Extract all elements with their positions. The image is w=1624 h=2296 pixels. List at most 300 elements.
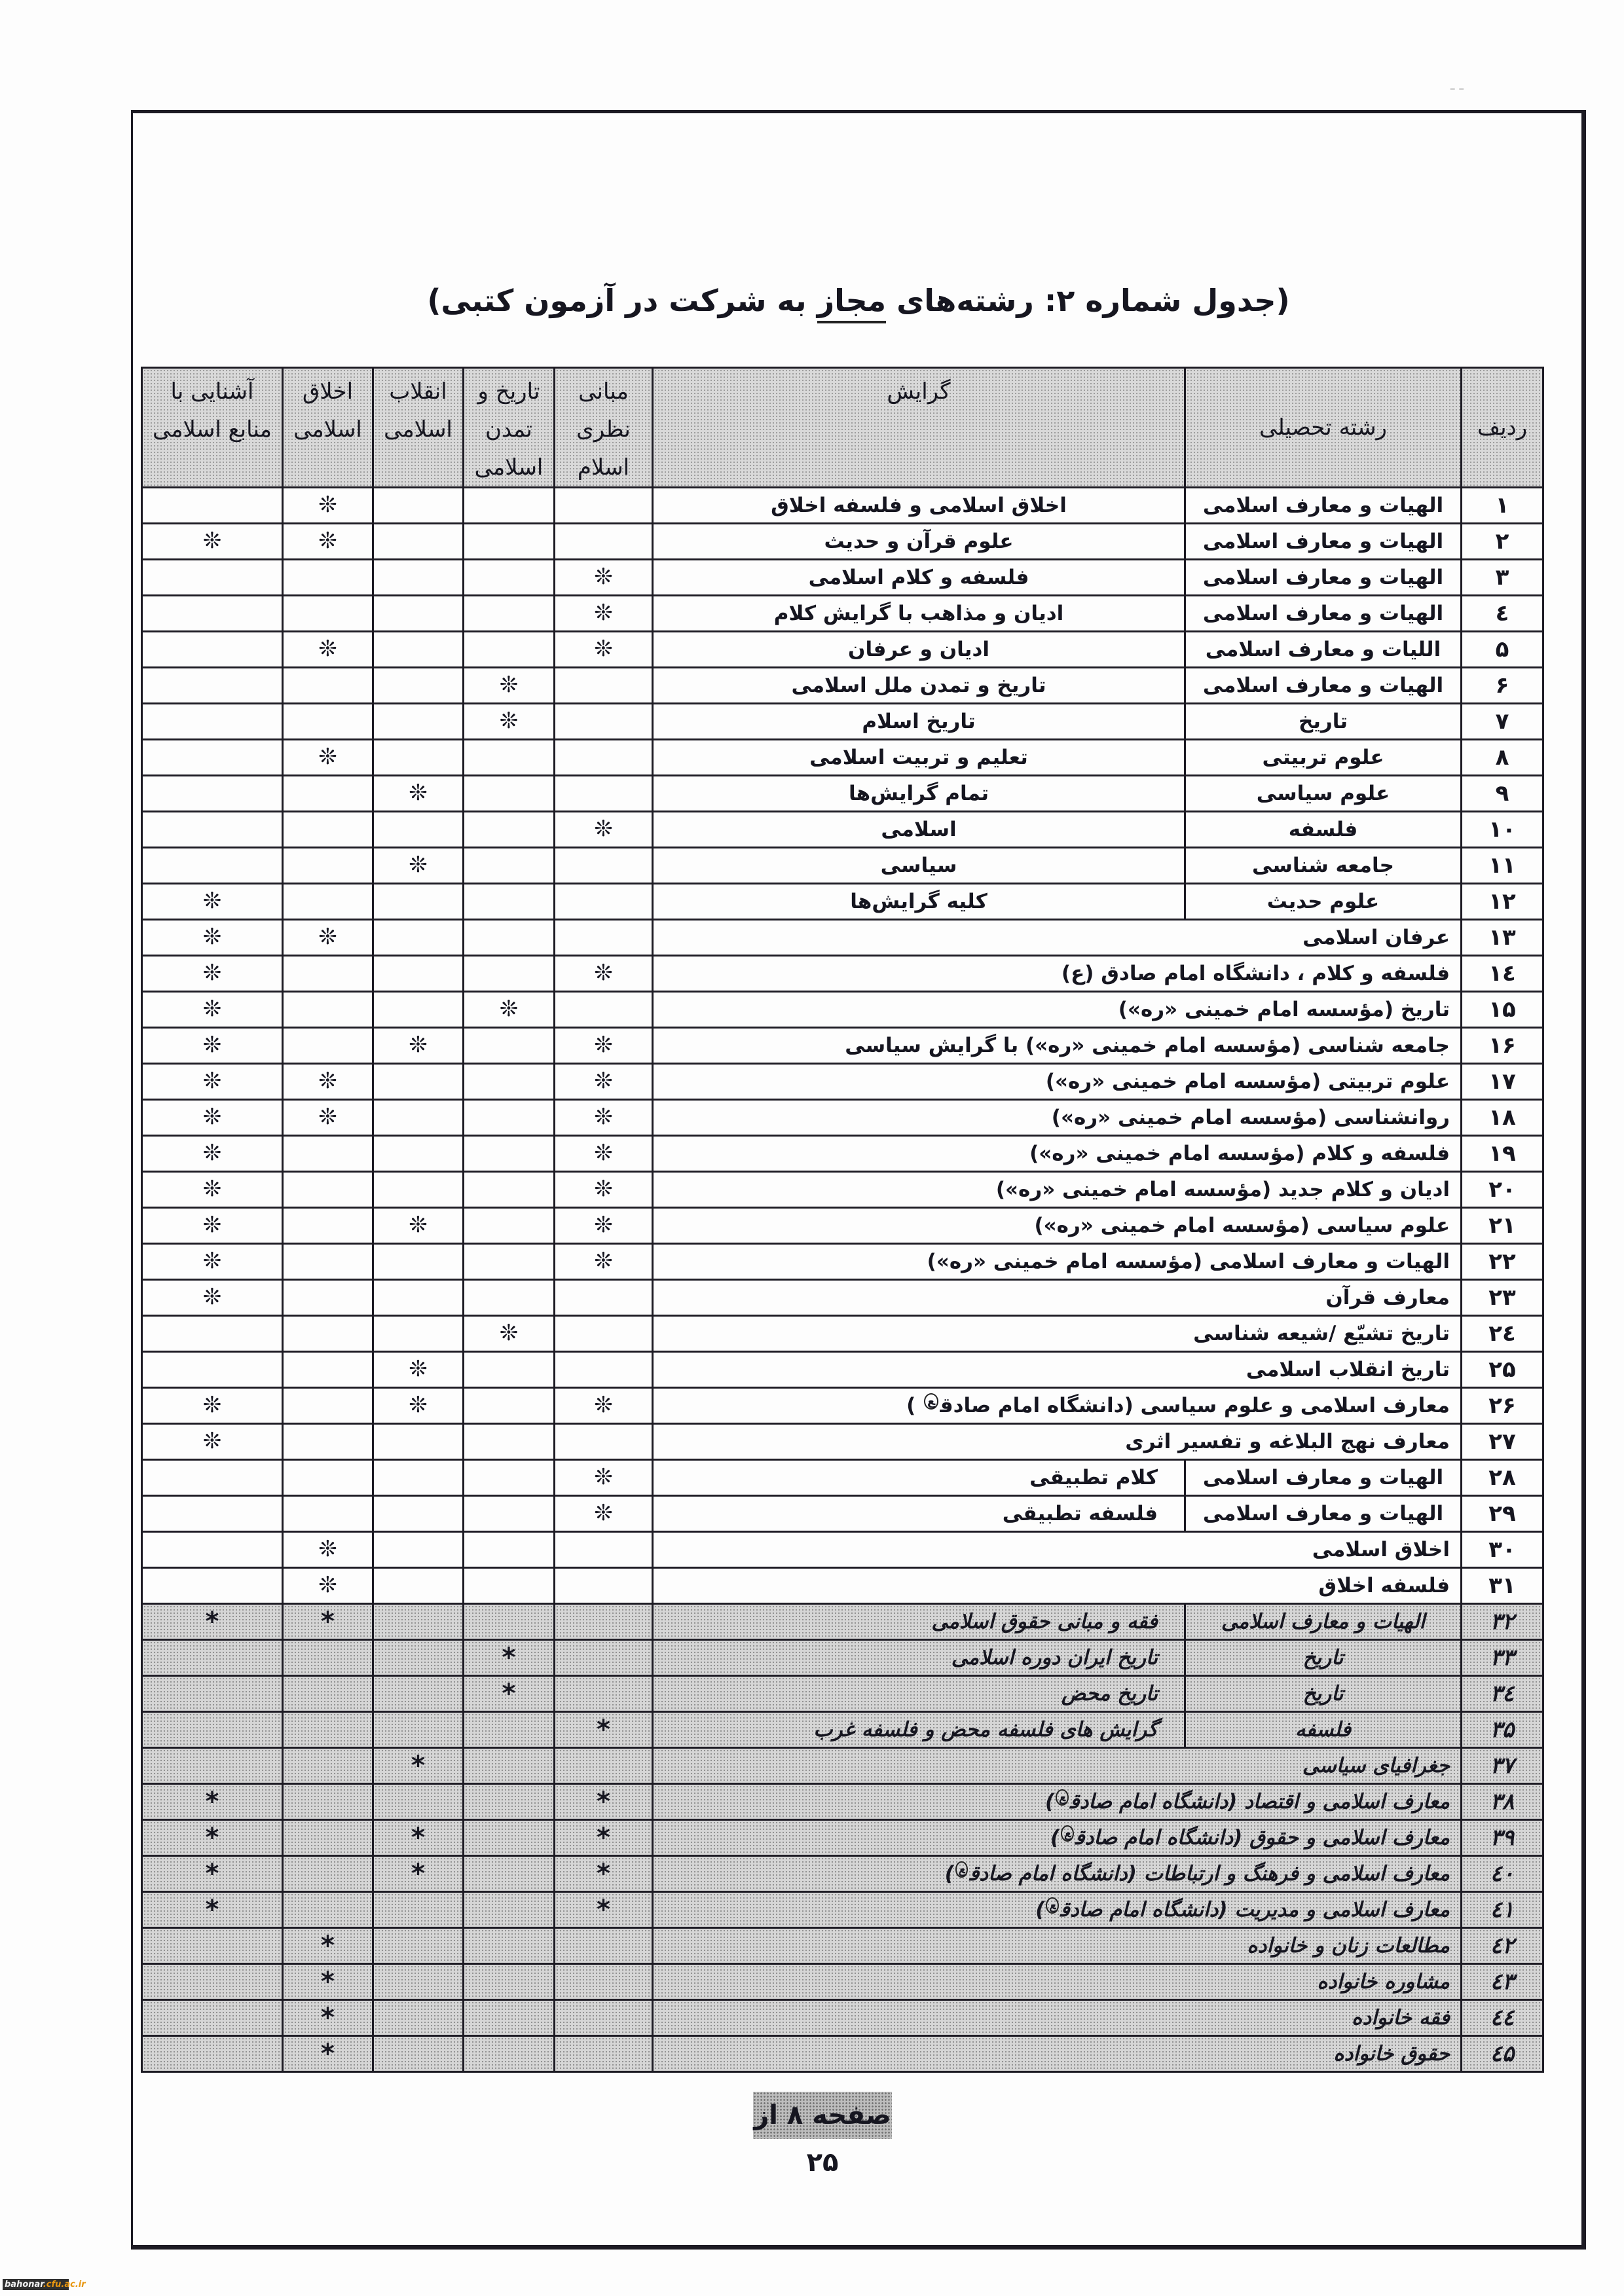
mark-cell-ashnayi	[142, 956, 283, 992]
mark-cell-ashnayi	[142, 1100, 283, 1136]
mark-cell-enghelab	[373, 1568, 464, 1604]
mark-cell-akhlagh	[283, 704, 373, 740]
row-number: ۳۸	[1462, 1784, 1543, 1820]
mark-cell-ashnayi	[142, 1352, 283, 1388]
mark-cell-ashnayi	[142, 1892, 283, 1928]
specialization-cell: کلام تطبیقی	[653, 1460, 1185, 1496]
mark-cell-akhlagh	[283, 1352, 373, 1388]
major-merged-cell	[653, 1424, 1462, 1460]
mark-cell-ashnayi	[142, 1208, 283, 1244]
mark-cell-ashnayi	[142, 1424, 283, 1460]
asterisk-mark-icon: ❊	[202, 528, 222, 554]
mark-cell-akhlagh	[283, 1892, 373, 1928]
asterisk-mark-icon: *	[597, 1714, 610, 1745]
mark-cell-mabani	[555, 812, 653, 848]
honorific-superscript: ع	[1046, 1897, 1059, 1914]
asterisk-mark-icon: ❊	[594, 1068, 613, 1094]
asterisk-mark-icon: ❊	[594, 636, 613, 662]
row-number: ۶	[1462, 668, 1543, 704]
mark-cell-tarikh	[464, 1640, 555, 1676]
mark-cell-mabani	[555, 560, 653, 596]
mark-cell-ashnayi	[142, 1964, 283, 2000]
mark-cell-mabani	[555, 2036, 653, 2072]
mark-cell-akhlagh	[283, 1316, 373, 1352]
row-number: ۱٤	[1462, 956, 1543, 992]
asterisk-mark-icon: *	[205, 1858, 219, 1889]
mark-cell-enghelab	[373, 1100, 464, 1136]
mark-cell-tarikh	[464, 2036, 555, 2072]
table-row	[142, 1964, 1543, 2000]
header-tarikh	[464, 368, 555, 488]
major-title: علوم تربیتی (مؤسسه امام خمینی «ره»)	[1045, 1070, 1450, 1093]
asterisk-mark-icon: ❊	[409, 780, 428, 806]
mark-cell-enghelab	[373, 1712, 464, 1748]
mark-cell-mabani	[555, 1424, 653, 1460]
mark-cell-mabani	[555, 632, 653, 668]
mark-cell-enghelab	[373, 776, 464, 812]
row-number: ۳٤	[1462, 1676, 1543, 1712]
mark-cell-akhlagh	[283, 1280, 373, 1316]
mark-cell-enghelab	[373, 1604, 464, 1640]
mark-cell-mabani	[555, 1388, 653, 1424]
mark-cell-mabani	[555, 524, 653, 560]
mark-cell-tarikh	[464, 1244, 555, 1280]
asterisk-mark-icon: *	[502, 1642, 516, 1673]
mark-cell-enghelab	[373, 1424, 464, 1460]
mark-cell-enghelab	[373, 1136, 464, 1172]
mark-cell-enghelab	[373, 884, 464, 920]
major-field-cell: الهیات و معارف اسلامی	[1185, 668, 1462, 704]
mark-cell-akhlagh	[283, 992, 373, 1028]
specialization-cell: علوم قرآن و حدیث	[653, 524, 1185, 560]
row-number: ۷	[1462, 704, 1543, 740]
mark-cell-ashnayi	[142, 740, 283, 776]
major-title: علوم سیاسی (مؤسسه امام خمینی «ره»)	[1034, 1214, 1450, 1237]
mark-cell-mabani	[555, 1892, 653, 1928]
table-body	[142, 488, 1543, 2072]
major-title: معارف قرآن	[1325, 1286, 1450, 1309]
table-header-row	[142, 368, 1543, 488]
mark-cell-tarikh	[464, 1892, 555, 1928]
major-field-cell: تاریخ	[1185, 1640, 1462, 1676]
table-row	[142, 1064, 1543, 1100]
mark-cell-akhlagh	[283, 1208, 373, 1244]
watermark-part2: .cfu.ac.ir	[43, 2280, 86, 2289]
mark-cell-mabani	[555, 1604, 653, 1640]
major-title: تاریخ (مؤسسه امام خمینی «ره»)	[1118, 998, 1450, 1021]
asterisk-mark-icon: ❊	[409, 1032, 428, 1058]
row-number: ۸	[1462, 740, 1543, 776]
specialization-cell: سیاسی	[653, 848, 1185, 884]
asterisk-mark-icon: ❊	[318, 1068, 337, 1094]
row-number: ۳۲	[1462, 1604, 1543, 1640]
asterisk-mark-icon: *	[205, 1786, 219, 1817]
major-field-cell: فلسفه	[1185, 1712, 1462, 1748]
mark-cell-ashnayi	[142, 1784, 283, 1820]
table-row	[142, 1676, 1543, 1712]
major-field-cell: الهیات و معارف اسلامی	[1185, 596, 1462, 632]
mark-cell-ashnayi	[142, 2000, 283, 2036]
major-title: روانشناسی (مؤسسه امام خمینی «ره»)	[1051, 1106, 1450, 1129]
mark-cell-akhlagh	[283, 1496, 373, 1532]
row-number: ۱۲	[1462, 884, 1543, 920]
row-number: ٤۰	[1462, 1856, 1543, 1892]
asterisk-mark-icon: *	[411, 1858, 425, 1889]
mark-cell-akhlagh	[283, 1748, 373, 1784]
mark-cell-mabani	[555, 1928, 653, 1964]
mark-cell-akhlagh	[283, 812, 373, 848]
major-title-end: )	[1050, 1826, 1060, 1850]
mark-cell-akhlagh	[283, 1676, 373, 1712]
row-number: ۱۱	[1462, 848, 1543, 884]
mark-cell-mabani	[555, 740, 653, 776]
mark-cell-tarikh	[464, 1172, 555, 1208]
row-number: ۳۵	[1462, 1712, 1543, 1748]
major-title: معارف اسلامی و اقتصاد (دانشگاه امام صادق	[1069, 1790, 1450, 1813]
table-row	[142, 992, 1543, 1028]
major-merged-cell	[653, 1172, 1462, 1208]
row-number: ۱۷	[1462, 1064, 1543, 1100]
mark-cell-ashnayi	[142, 1136, 283, 1172]
mark-cell-enghelab	[373, 740, 464, 776]
header-akhlagh-line: اخلاق	[302, 378, 354, 405]
row-number: ۱۳	[1462, 920, 1543, 956]
table-row	[142, 2000, 1543, 2036]
mark-cell-ashnayi	[142, 1532, 283, 1568]
major-title: مشاوره خانواده	[1317, 1970, 1450, 1994]
asterisk-mark-icon: ❊	[202, 888, 222, 914]
mark-cell-ashnayi	[142, 1820, 283, 1856]
mark-cell-ashnayi	[142, 1928, 283, 1964]
mark-cell-ashnayi	[142, 1496, 283, 1532]
major-merged-cell	[653, 1028, 1462, 1064]
row-number: ۲۲	[1462, 1244, 1543, 1280]
asterisk-mark-icon: ❊	[594, 1176, 613, 1202]
major-title: جغرافیای سیاسی	[1302, 1754, 1450, 1777]
table-row	[142, 1856, 1543, 1892]
asterisk-mark-icon: ❊	[594, 1140, 613, 1166]
asterisk-mark-icon: ❊	[318, 744, 337, 770]
mark-cell-akhlagh	[283, 1244, 373, 1280]
asterisk-mark-icon: *	[205, 1894, 219, 1925]
table-row	[142, 488, 1543, 524]
major-field-cell: فلسفه	[1185, 812, 1462, 848]
asterisk-mark-icon: ❊	[594, 1464, 613, 1490]
watermark-part1: bahonar	[5, 2280, 43, 2289]
header-enghelab-line: انقلاب	[389, 378, 447, 405]
honorific-superscript: ع	[1061, 1825, 1074, 1842]
major-title: اخلاق اسلامی	[1312, 1538, 1450, 1561]
table-row	[142, 1136, 1543, 1172]
row-number: ۲٤	[1462, 1316, 1543, 1352]
mark-cell-ashnayi	[142, 1712, 283, 1748]
mark-cell-tarikh	[464, 1208, 555, 1244]
mark-cell-ashnayi	[142, 1568, 283, 1604]
major-field-cell: اللیات و معارف اسلامی	[1185, 632, 1462, 668]
mark-cell-mabani	[555, 1172, 653, 1208]
mark-cell-enghelab	[373, 1460, 464, 1496]
major-merged-cell	[653, 1388, 1462, 1424]
asterisk-mark-icon: ❊	[409, 852, 428, 878]
mark-cell-enghelab	[373, 1784, 464, 1820]
table-row	[142, 956, 1543, 992]
table-row	[142, 776, 1543, 812]
major-field-cell: تاریخ	[1185, 1676, 1462, 1712]
major-title-end: )	[944, 1862, 954, 1886]
major-title: معارف اسلامی و فرهنگ و ارتباطات (دانشگاه امام صادق	[969, 1862, 1450, 1886]
mark-cell-akhlagh	[283, 1028, 373, 1064]
mark-cell-mabani	[555, 1820, 653, 1856]
mark-cell-ashnayi	[142, 488, 283, 524]
major-merged-cell	[653, 1532, 1462, 1568]
mark-cell-mabani	[555, 1280, 653, 1316]
mark-cell-akhlagh	[283, 2000, 373, 2036]
mark-cell-ashnayi	[142, 560, 283, 596]
header-mabani	[555, 368, 653, 488]
row-number: ۲۰	[1462, 1172, 1543, 1208]
scan-smudge: ـ‌ ـ	[1450, 77, 1464, 94]
mark-cell-ashnayi	[142, 884, 283, 920]
mark-cell-tarikh	[464, 1064, 555, 1100]
mark-cell-ashnayi	[142, 704, 283, 740]
mark-cell-akhlagh	[283, 1532, 373, 1568]
mark-cell-mabani	[555, 776, 653, 812]
majors-table	[141, 367, 1544, 2073]
row-number: ۲	[1462, 524, 1543, 560]
mark-cell-enghelab	[373, 1244, 464, 1280]
table-row	[142, 1532, 1543, 1568]
mark-cell-tarikh	[464, 1496, 555, 1532]
row-number: ۲۷	[1462, 1424, 1543, 1460]
major-merged-cell	[653, 1748, 1462, 1784]
asterisk-mark-icon: *	[321, 1966, 335, 1997]
table-row	[142, 2036, 1543, 2072]
major-merged-cell	[653, 956, 1462, 992]
mark-cell-ashnayi	[142, 1244, 283, 1280]
mark-cell-tarikh	[464, 776, 555, 812]
mark-cell-enghelab	[373, 632, 464, 668]
asterisk-mark-icon: *	[597, 1822, 610, 1853]
row-number: ۱۹	[1462, 1136, 1543, 1172]
row-number: ۳۰	[1462, 1532, 1543, 1568]
asterisk-mark-icon: *	[597, 1858, 610, 1889]
mark-cell-akhlagh	[283, 776, 373, 812]
table-row	[142, 596, 1543, 632]
major-title-end: )	[1035, 1898, 1045, 1922]
row-number: ٤	[1462, 596, 1543, 632]
row-number: ۲۵	[1462, 1352, 1543, 1388]
mark-cell-tarikh	[464, 1676, 555, 1712]
header-reshte: رشته تحصیلی	[1185, 368, 1462, 488]
asterisk-mark-icon: ❊	[202, 1248, 222, 1274]
mark-cell-tarikh	[464, 1028, 555, 1064]
specialization-cell: ادیان و مذاهب با گرایش کلام	[653, 596, 1185, 632]
mark-cell-akhlagh	[283, 596, 373, 632]
mark-cell-enghelab	[373, 956, 464, 992]
table-row	[142, 1280, 1543, 1316]
asterisk-mark-icon: ❊	[594, 1248, 613, 1274]
major-field-cell: الهیات و معارف اسلامی	[1185, 1604, 1462, 1640]
row-number: ٤۵	[1462, 2036, 1543, 2072]
asterisk-mark-icon: ❊	[594, 1104, 613, 1130]
mark-cell-ashnayi	[142, 596, 283, 632]
table-row	[142, 1568, 1543, 1604]
asterisk-mark-icon: ❊	[202, 1104, 222, 1130]
mark-cell-enghelab	[373, 1748, 464, 1784]
row-number: ۳۱	[1462, 1568, 1543, 1604]
mark-cell-enghelab	[373, 1892, 464, 1928]
table-row	[142, 1172, 1543, 1208]
major-field-cell: الهیات و معارف اسلامی	[1185, 488, 1462, 524]
asterisk-mark-icon: ❊	[499, 672, 519, 698]
major-title: فلسفه و کلام (مؤسسه امام خمینی «ره»)	[1029, 1142, 1450, 1165]
mark-cell-akhlagh	[283, 668, 373, 704]
specialization-cell: تاریخ محض	[653, 1676, 1185, 1712]
specialization-cell: تاریخ ایران دوره اسلامی	[653, 1640, 1185, 1676]
asterisk-mark-icon: ❊	[499, 708, 519, 734]
asterisk-mark-icon: ❊	[202, 1032, 222, 1058]
asterisk-mark-icon: ❊	[318, 924, 337, 950]
major-merged-cell	[653, 1352, 1462, 1388]
mark-cell-mabani	[555, 1100, 653, 1136]
table-row	[142, 1928, 1543, 1964]
specialization-cell: گرایش های فلسفه محض و فلسفه غرب	[653, 1712, 1185, 1748]
header-ashnayi	[142, 368, 283, 488]
mark-cell-akhlagh	[283, 1640, 373, 1676]
major-field-cell: الهیات و معارف اسلامی	[1185, 524, 1462, 560]
asterisk-mark-icon: *	[597, 1894, 610, 1925]
major-title: معارف اسلامی و علوم سیاسی (دانشگاه امام صادق	[940, 1394, 1450, 1417]
mark-cell-tarikh	[464, 1316, 555, 1352]
mark-cell-tarikh	[464, 1820, 555, 1856]
mark-cell-mabani	[555, 1136, 653, 1172]
asterisk-mark-icon: *	[502, 1678, 516, 1709]
mark-cell-akhlagh	[283, 488, 373, 524]
row-number: ۲۹	[1462, 1496, 1543, 1532]
mark-cell-mabani	[555, 488, 653, 524]
mark-cell-mabani	[555, 1748, 653, 1784]
mark-cell-tarikh	[464, 884, 555, 920]
mark-cell-tarikh	[464, 1964, 555, 2000]
row-number: ۳۹	[1462, 1820, 1543, 1856]
mark-cell-tarikh	[464, 2000, 555, 2036]
table-row	[142, 1352, 1543, 1388]
mark-cell-enghelab	[373, 1388, 464, 1424]
mark-cell-tarikh	[464, 560, 555, 596]
row-number: ۵	[1462, 632, 1543, 668]
mark-cell-mabani	[555, 1496, 653, 1532]
mark-cell-tarikh	[464, 1928, 555, 1964]
mark-cell-tarikh	[464, 488, 555, 524]
mark-cell-ashnayi	[142, 524, 283, 560]
asterisk-mark-icon: ❊	[318, 636, 337, 662]
mark-cell-akhlagh	[283, 1424, 373, 1460]
specialization-cell: تمام گرایش‌ها	[653, 776, 1185, 812]
mark-cell-tarikh	[464, 1856, 555, 1892]
mark-cell-enghelab	[373, 560, 464, 596]
table-row	[142, 1460, 1543, 1496]
major-merged-cell	[653, 1820, 1462, 1856]
title-suffix: به شرکت در آزمون کتبی)	[427, 283, 817, 318]
row-number: ۱	[1462, 488, 1543, 524]
asterisk-mark-icon: ❊	[594, 1032, 613, 1058]
table-row	[142, 1712, 1543, 1748]
mark-cell-tarikh	[464, 1136, 555, 1172]
major-merged-cell	[653, 1784, 1462, 1820]
specialization-cell: تعلیم و تربیت اسلامی	[653, 740, 1185, 776]
mark-cell-tarikh	[464, 632, 555, 668]
mark-cell-mabani	[555, 1352, 653, 1388]
mark-cell-ashnayi	[142, 1172, 283, 1208]
row-number: ۲۳	[1462, 1280, 1543, 1316]
asterisk-mark-icon: ❊	[499, 996, 519, 1022]
specialization-cell: ادیان و عرفان	[653, 632, 1185, 668]
table-row	[142, 1820, 1543, 1856]
header-mabani-line: اسلام	[577, 454, 630, 481]
major-title: جامعه شناسی (مؤسسه امام خمینی «ره») با گرایش سیاسی	[845, 1034, 1450, 1057]
mark-cell-enghelab	[373, 1640, 464, 1676]
header-enghelab-line: اسلامی	[384, 416, 452, 443]
header-mabani-line: نظری	[576, 416, 631, 443]
table-row	[142, 668, 1543, 704]
header-akhlagh-line: اسلامی	[293, 416, 362, 443]
major-title: معارف اسلامی و حقوق (دانشگاه امام صادق	[1075, 1826, 1450, 1850]
mark-cell-akhlagh	[283, 956, 373, 992]
major-title: فلسفه اخلاق	[1318, 1574, 1450, 1597]
major-title-end: )	[1045, 1790, 1055, 1813]
mark-cell-ashnayi	[142, 1748, 283, 1784]
mark-cell-tarikh	[464, 596, 555, 632]
asterisk-mark-icon: ❊	[409, 1392, 428, 1418]
mark-cell-enghelab	[373, 1280, 464, 1316]
major-merged-cell	[653, 1928, 1462, 1964]
honorific-superscript: ع	[1056, 1789, 1069, 1806]
mark-cell-tarikh	[464, 704, 555, 740]
major-merged-cell	[653, 1136, 1462, 1172]
row-number: ۲۸	[1462, 1460, 1543, 1496]
row-number: ۱۰	[1462, 812, 1543, 848]
mark-cell-mabani	[555, 884, 653, 920]
watermark-logo	[3, 2279, 86, 2290]
major-title: الهیات و معارف اسلامی (مؤسسه امام خمینی «ره»)	[927, 1250, 1450, 1273]
row-number: ٤۳	[1462, 1964, 1543, 2000]
asterisk-mark-icon: ❊	[202, 1284, 222, 1310]
table-row	[142, 1784, 1543, 1820]
major-merged-cell	[653, 2036, 1462, 2072]
mark-cell-ashnayi	[142, 1604, 283, 1640]
major-title-end: )	[906, 1394, 923, 1417]
asterisk-mark-icon: *	[411, 1822, 425, 1853]
mark-cell-akhlagh	[283, 632, 373, 668]
mark-cell-akhlagh	[283, 1856, 373, 1892]
mark-cell-mabani	[555, 1064, 653, 1100]
mark-cell-tarikh	[464, 1784, 555, 1820]
mark-cell-mabani	[555, 1568, 653, 1604]
table-row	[142, 1640, 1543, 1676]
row-number: ۱۵	[1462, 992, 1543, 1028]
mark-cell-akhlagh	[283, 1604, 373, 1640]
mark-cell-tarikh	[464, 1280, 555, 1316]
mark-cell-akhlagh	[283, 1136, 373, 1172]
mark-cell-mabani	[555, 704, 653, 740]
major-title: حقوق خانواده	[1333, 2042, 1450, 2066]
mark-cell-ashnayi	[142, 848, 283, 884]
asterisk-mark-icon: ❊	[594, 1500, 613, 1526]
table-row	[142, 1316, 1543, 1352]
mark-cell-enghelab	[373, 488, 464, 524]
mark-cell-tarikh	[464, 524, 555, 560]
header-ashnayi-line: آشنایی با	[170, 378, 254, 405]
